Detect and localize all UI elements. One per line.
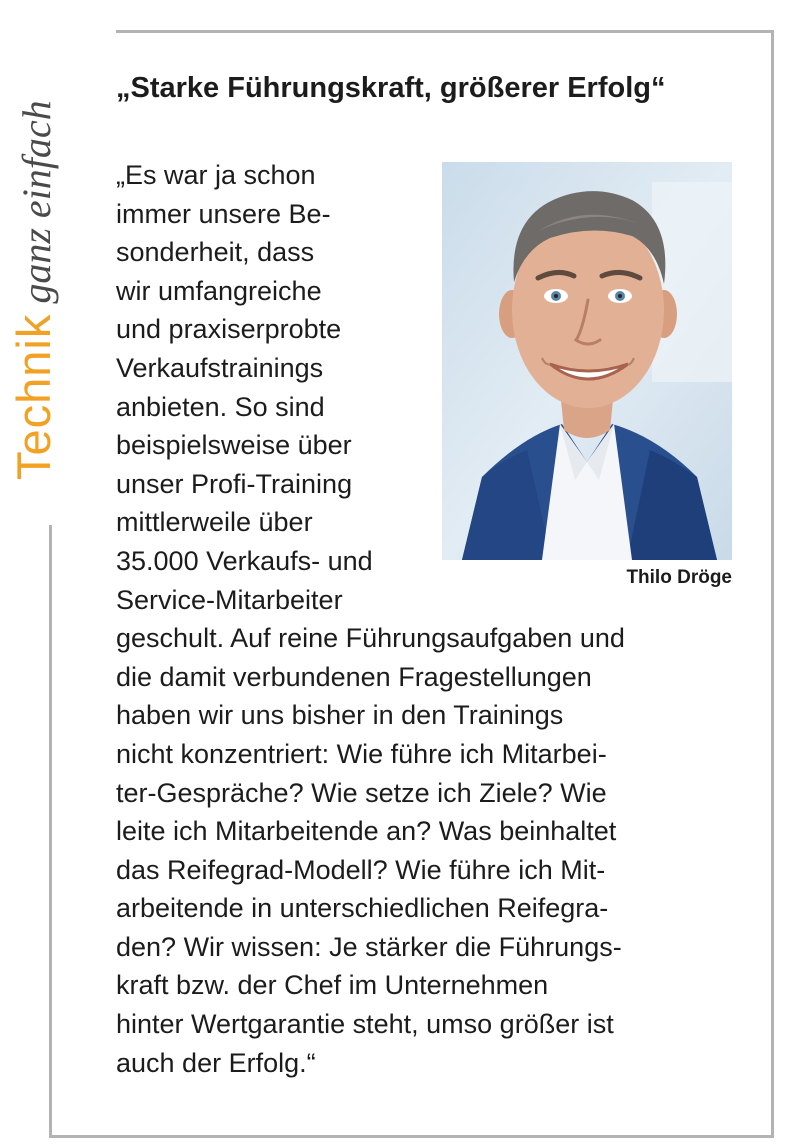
body-line: ter-Gespräche? Wie setze ich Ziele? Wie [116, 777, 607, 808]
body-line: auch der Erfolg.“ [116, 1047, 316, 1078]
body-line: unser Profi-Training [116, 468, 353, 499]
body-line: kraft bzw. der Chef im Unternehmen [116, 970, 549, 1001]
body-line: und praxiserprobte [116, 314, 342, 345]
body-line: 35.000 Verkaufs- und [116, 545, 373, 576]
photo-caption: Thilo Dröge [626, 567, 732, 588]
brand-word-einfach: einfach [14, 100, 59, 219]
body-line: geschult. Auf reine Führungsaufgaben und [116, 623, 625, 654]
body-line: immer unsere Be- [116, 198, 331, 229]
body-line: sonderheit, dass [116, 237, 315, 268]
body-line: anbieten. So sind [116, 391, 325, 422]
frame-bottom-border [49, 1135, 774, 1138]
brand-logo [7, 100, 60, 480]
body-line: leite ich Mitarbeitende an? Was beinhaltet [116, 816, 617, 847]
body-line: arbeitende in unterschiedlichen Reifegra- [116, 893, 609, 924]
article-body [116, 156, 730, 1082]
body-line: Service-Mitarbeiter [116, 584, 343, 615]
body-line: wir umfangreiche [116, 275, 322, 306]
body-line: haben wir uns bisher in den Trainings [116, 700, 564, 731]
body-line: die damit verbundenen Fragestellungen [116, 661, 592, 692]
body-line: Verkaufstrainings [116, 352, 324, 383]
body-line: mittlerweile über [116, 507, 313, 538]
body-line: hinter Wertgarantie steht, umso größer ist [116, 1009, 614, 1040]
frame-right-border [771, 30, 774, 1138]
frame-left-border [49, 525, 52, 1138]
body-line: beispielsweise über [116, 430, 352, 461]
frame-top-border [116, 30, 774, 33]
brand-word-ganz: ganz [14, 228, 59, 304]
body-line: nicht konzentriert: Wie führe ich Mitarbei- [116, 738, 607, 769]
brand-word-technik: Technik [7, 313, 60, 480]
body-line: „Es war ja schon [116, 160, 316, 190]
body-line: den? Wir wissen: Je stärker die Führungs- [116, 931, 622, 962]
article-headline: „Starke Führungskraft, größerer Erfolg“ [116, 72, 666, 104]
body-line: das Reifegrad-Modell? Wie führe ich Mit- [116, 854, 606, 885]
